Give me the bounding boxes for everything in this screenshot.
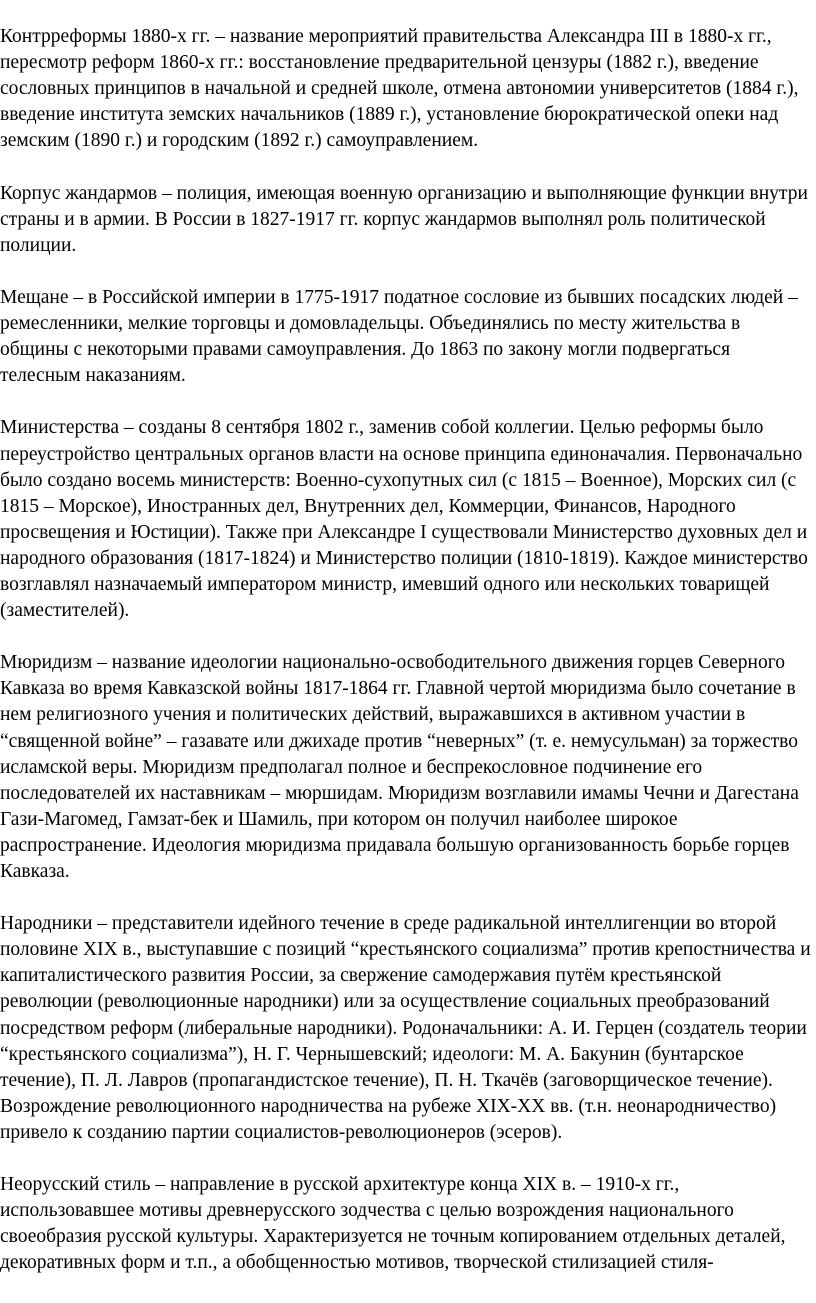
paragraph-narodniki: Народники – представители идейного течение в среде радикальной интеллигенции во второй половине XIX в., выступавшие с позиций “крестьянского социализма” против крепостничества и капиталистического развития России, за свержение самодержавия путём крестьянской революции (революционные народники) или за осуществление социальных преобразований посредством реформ (либеральные народники). Родоначальники: А. И. Герцен (создатель теории “крестьянского социализма”), Н. Г. Чернышевский; идеологи: М. А. Бакунин (бунтарское течение), П. Л. Лавров (пропагандистское течение), П. Н. Ткачёв (заговорщическое течение). Возрождение революционного народничества на рубеже XIX-XX вв. (т.н. неонародничество) привело к созданию партии социалистов-революционеров (эсеров). bbox=[0, 913, 811, 1143]
paragraph-kontrreformy: Контрреформы 1880-х гг. – название мероприятий правительства Александра III в 1880-х гг., пересмотр реформ 1860-х гг.: восстановление предварительной цензуры (1882 г.), введение сословных принципов в начальной и средней школе, отмена автономии университетов (1884 г.), введение института земских начальников (1889 г.), установление бюрократической опеки над земским (1890 г.) и городским (1892 г.) самоуправлением. bbox=[0, 26, 799, 152]
paragraph-meshchane: Мещане – в Российской империи в 1775-1917 податное сословие из бывших посадских людей – ремесленники, мелкие торговцы и домовладельцы. Объединялись по месту жительства в общины с некоторыми правами самоуправления. До 1863 по закону могли подвергаться телесным наказаниям. bbox=[0, 286, 798, 387]
paragraph-ministerstva: Министерства – созданы 8 сентября 1802 г., заменив собой коллегии. Целью реформы было переустройство центральных органов власти на основе принципа единоначалия. Первоначально было создано восемь министерств: Военно-сухопутных сил (с 1815 – Военное), Морских сил (с 1815 – Морское), Иностранных дел, Внутренних дел, Коммерции, Финансов, Народного просвещения и Юстиции). Также при Александре I существовали Министерство духовных дел и народного образования (1817-1824) и Министерство полиции (1810-1819). Каждое министерство возглавлял назначаемый императором министр, имевший одного или нескольких товарищей (заместителей). bbox=[0, 417, 808, 622]
paragraph-neorusskiy-stil: Неорусский стиль – направление в русской архитектуре конца XIX в. – 1910-х гг., использовавшее мотивы древнерусского зодчества с целью возрождения национального своеобразия русской культуры. Характеризуется не точным копированием отдельных деталей, декоративных форм и т.п., а обобщенностью мотивов, творческой стилизацией стиля- bbox=[0, 1174, 786, 1274]
paragraph-myuridizm: Мюридизм – название идеологии национально-освободительного движения горцев Северного Кавказа во время Кавказской войны 1817-1864 гг. Главной чертой мюридизма было сочетание в нем религиозного учения и политических действий, выражавшихся в активном участии в “священной войне” – газавате или джихаде против “неверных” (т. е. немусульман) за торжество исламской веры. Мюридизм предполагал полное и беспрекословное подчинение его последователей их наставникам – мюршидам. Мюридизм возглавили имамы Чечни и Дагестана Гази-Магомед, Гамзат-бек и Шамиль, при котором он получил наиболее широкое распространение. Идеология мюридизма придавала большую организованность борьбе горцев Кавказа. bbox=[0, 652, 799, 882]
document-page bbox=[0, 24, 813, 1303]
paragraph-korpus-zhandarmov: Корпус жандармов – полиция, имеющая военную организацию и выполняющие функции внутри страны и в армии. В России в 1827-1917 гг. корпус жандармов выполнял роль политической полиции. bbox=[0, 182, 808, 256]
